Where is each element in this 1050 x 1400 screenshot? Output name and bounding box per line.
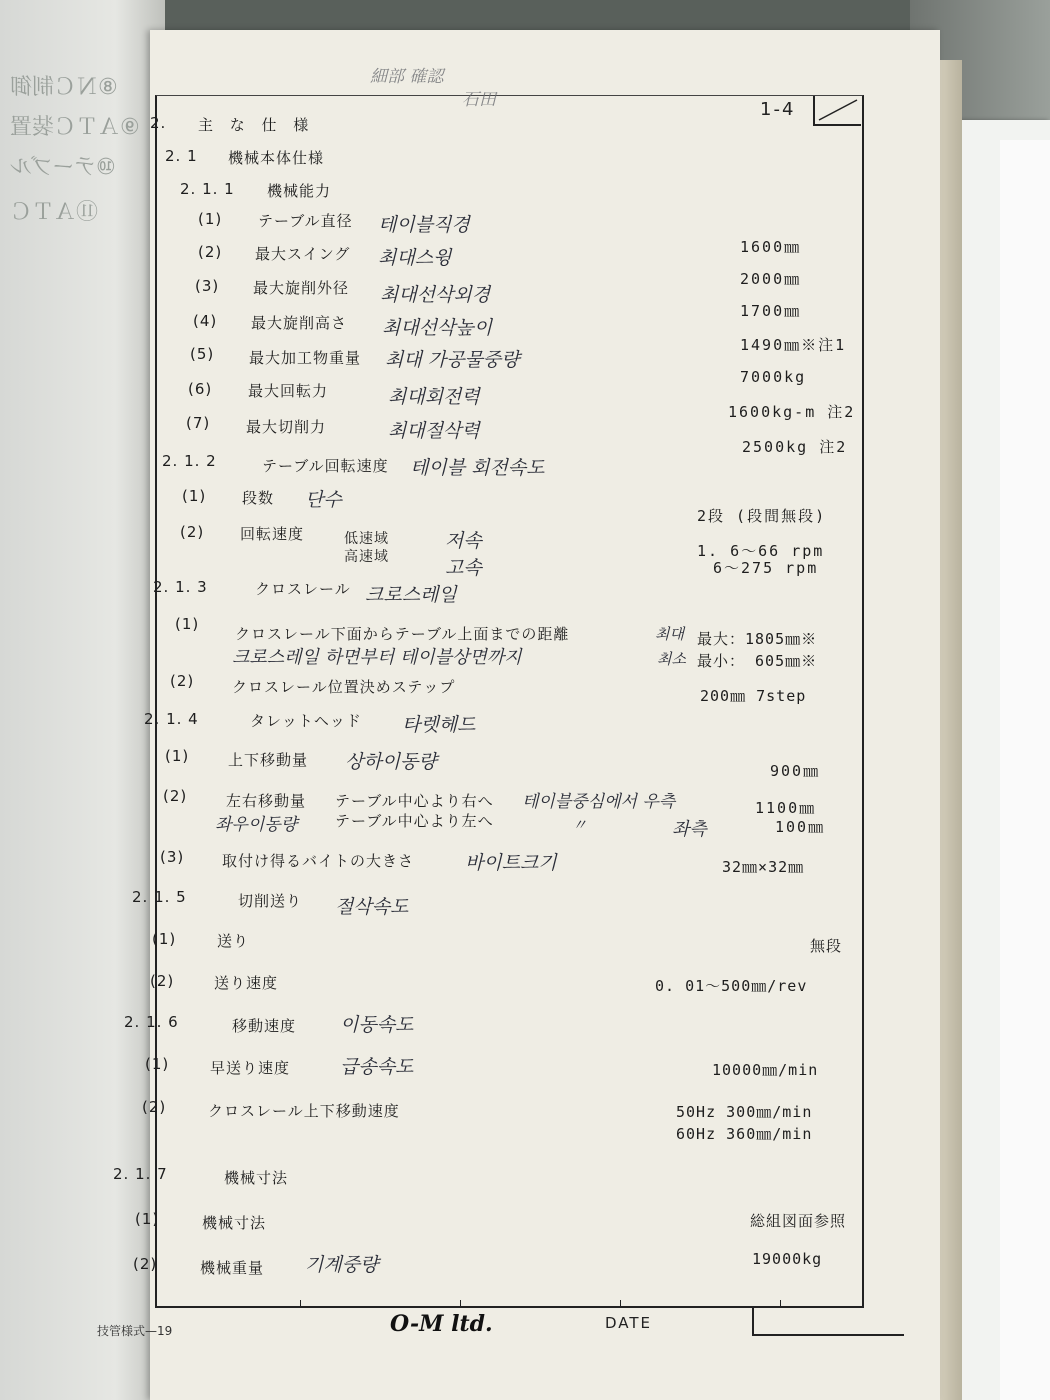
item-no: (2) xyxy=(163,787,188,805)
item-no: (1) xyxy=(145,1055,170,1073)
item-label: 最大旋削外径 xyxy=(253,279,350,297)
item-value: 6～275 rpm xyxy=(713,559,819,577)
heading-title: 機械能力 xyxy=(267,182,332,200)
item-value: 19000kg xyxy=(752,1250,823,1268)
handwritten-note: 저속 xyxy=(445,530,482,552)
item-no: (2) xyxy=(198,243,223,261)
frame-tick xyxy=(300,1300,301,1308)
item-no: (1) xyxy=(198,210,223,228)
heading-title: 移動速度 xyxy=(232,1017,297,1035)
item-no: (1) xyxy=(165,747,190,765)
item-label: 取付け得るバイトの大きさ xyxy=(222,852,415,870)
heading-number: 2. 1. 5 xyxy=(132,888,187,906)
slash-mark xyxy=(815,96,861,124)
item-value: 2段 (段間無段) xyxy=(697,507,827,525)
item-value: 50Hz 300㎜/min xyxy=(676,1103,813,1121)
handwritten-note: 최대선삭높이 xyxy=(382,317,493,339)
high-range-label: 高速域 xyxy=(344,549,389,565)
item-no: (1) xyxy=(135,1210,160,1228)
item-value: 1600kg-m 注2 xyxy=(728,403,856,421)
handwritten-note: 좌측 xyxy=(672,819,707,840)
item-no: (6) xyxy=(188,380,213,398)
handwritten-note: 크로스레일 xyxy=(365,584,457,606)
handwritten-note: 최대선삭외경 xyxy=(380,284,491,306)
item-value: 1700㎜ xyxy=(740,302,802,320)
item-label: 最大加工物重量 xyxy=(249,349,362,367)
item-label: 機械寸法 xyxy=(202,1214,267,1232)
heading-number: 2. 1. 7 xyxy=(113,1165,168,1183)
item-no: (2) xyxy=(150,972,175,990)
item-label: クロスレール下面からテーブル上面までの距離 xyxy=(235,625,570,643)
item-value: 100㎜ xyxy=(775,818,826,836)
handwritten-note: 테이블 회전속도 xyxy=(410,457,545,479)
heading-title: 切削送り xyxy=(238,892,303,910)
handwritten-note: 최대 가공물중량 xyxy=(385,349,520,371)
subsection-number: 2. 1 xyxy=(165,147,198,165)
heading-number: 2. 1. 1 xyxy=(180,180,235,198)
item-no: (2) xyxy=(142,1098,167,1116)
heading-number: 2. 1. 3 xyxy=(153,578,208,596)
item-value: 0. 01～500㎜/rev xyxy=(655,977,808,995)
item-label: 回転速度 xyxy=(240,525,305,543)
item-no: (4) xyxy=(193,312,218,330)
item-value: 10000㎜/min xyxy=(712,1061,819,1079)
handwritten-note: 최소 xyxy=(657,650,686,668)
item-label: クロスレール位置決めステップ xyxy=(232,678,456,696)
handwritten-note: 크로스레일 하면부터 테이블상면까지 xyxy=(232,647,522,668)
item-label: 早送り速度 xyxy=(210,1059,291,1077)
handwritten-note: 테이블중심에서 우측 xyxy=(522,792,676,812)
background-paper-2 xyxy=(1000,140,1050,1400)
item-value: 7000kg xyxy=(740,368,807,386)
handwritten-note: 최대 xyxy=(655,625,684,643)
company-logo: O-M ltd. xyxy=(390,1311,493,1337)
handwritten-note: 상하이동량 xyxy=(345,751,437,773)
item-label: 機械重量 xyxy=(200,1259,265,1277)
item-label: 上下移動量 xyxy=(228,751,309,769)
handwritten-note: 절삭속도 xyxy=(335,896,409,918)
item-value: 総組図面参照 xyxy=(750,1212,847,1230)
item-value: 2000㎜ xyxy=(740,270,802,288)
item-no: (1) xyxy=(152,930,177,948)
form-code: 技管様式—19 xyxy=(97,1324,173,1338)
handwritten-note: 좌우이동량 xyxy=(215,815,298,835)
frame-tick xyxy=(620,1300,621,1308)
item-label: 最大回転力 xyxy=(248,382,329,400)
item-value: 1600㎜ xyxy=(740,238,802,256)
page-number-box xyxy=(813,96,861,126)
item-no: (2) xyxy=(180,523,205,541)
handwritten-note: 단수 xyxy=(305,489,342,511)
handwritten-note: 급송속도 xyxy=(340,1056,414,1078)
date-box xyxy=(752,1306,904,1336)
handwritten-note: 테이블직경 xyxy=(378,214,470,236)
section-number: 2. xyxy=(150,114,167,132)
subsection-title: 機械本体仕様 xyxy=(228,149,325,167)
heading-title: テーブル回転速度 xyxy=(262,457,389,475)
item-no: (3) xyxy=(195,277,220,295)
handwritten-note: 기계중량 xyxy=(305,1254,379,1276)
item-no: (5) xyxy=(190,345,215,363)
heading-number: 2. 1. 6 xyxy=(124,1013,179,1031)
heading-title: クロスレール xyxy=(255,580,351,598)
item-no: (3) xyxy=(160,848,185,866)
item-value: 60Hz 360㎜/min xyxy=(676,1125,813,1143)
handwritten-note: 타렛헤드 xyxy=(402,714,476,736)
handwritten-note: 이동속도 xyxy=(340,1014,414,1036)
item-value: 1. 6～66 rpm xyxy=(697,542,825,560)
item-value: 無段 xyxy=(810,937,843,955)
item-no: (2) xyxy=(170,672,195,690)
frame-tick xyxy=(460,1300,461,1308)
item-label: 段数 xyxy=(242,489,275,507)
item-value: 2500kg 注2 xyxy=(742,438,848,456)
item-label: 最大スイング xyxy=(255,245,351,263)
handwritten-name: 石田 xyxy=(462,90,496,110)
heading-number: 2. 1. 4 xyxy=(144,710,199,728)
item-value: 1100㎜ xyxy=(755,799,817,817)
heading-title: 機械寸法 xyxy=(224,1169,289,1187)
page-number: 1-4 xyxy=(760,99,796,120)
item-label: 最大切削力 xyxy=(246,418,327,436)
item-label: クロスレール上下移動速度 xyxy=(208,1102,400,1120)
item-no: (7) xyxy=(186,414,211,432)
direction-right: テーブル中心より右へ xyxy=(335,792,494,810)
item-no: (1) xyxy=(175,615,200,633)
handwritten-note: 고속 xyxy=(445,557,482,579)
item-value: 最小： 605㎜※ xyxy=(697,652,818,670)
item-label: 最大旋削高さ xyxy=(251,314,348,332)
direction-left: テーブル中心より左へ xyxy=(335,812,494,830)
handwritten-note: 〃 xyxy=(572,816,588,834)
item-label: 左右移動量 xyxy=(226,792,307,810)
date-label: DATE xyxy=(605,1314,653,1332)
item-value: 1490㎜※注1 xyxy=(740,336,847,354)
item-no: (1) xyxy=(182,487,207,505)
left-page: ⑧ＮＣ制御 ⑨ＡＴＣ装置 ⑩テーブル ⑪ＡＴＣ xyxy=(0,0,165,1400)
heading-number: 2. 1. 2 xyxy=(162,452,217,470)
low-range-label: 低速域 xyxy=(344,531,389,547)
section-title: 主 な 仕 様 xyxy=(198,116,315,134)
item-no: (2) xyxy=(133,1255,158,1273)
handwritten-note: 바이트크기 xyxy=(465,852,557,874)
item-label: 送り xyxy=(217,932,250,950)
handwritten-note: 최대스윙 xyxy=(378,247,452,269)
item-value: 最大：1805㎜※ xyxy=(697,630,818,648)
item-value: 900㎜ xyxy=(770,762,821,780)
handwritten-check: 細部 確認 xyxy=(370,67,444,87)
heading-title: タレットヘッド xyxy=(250,712,362,730)
item-label: 送り速度 xyxy=(214,974,279,992)
handwritten-note: 최대회전력 xyxy=(388,386,480,408)
item-value: 200㎜ 7step xyxy=(700,687,807,705)
item-label: テーブル直径 xyxy=(258,212,353,230)
handwritten-note: 최대절삭력 xyxy=(388,420,480,442)
item-value: 32㎜×32㎜ xyxy=(722,858,805,876)
